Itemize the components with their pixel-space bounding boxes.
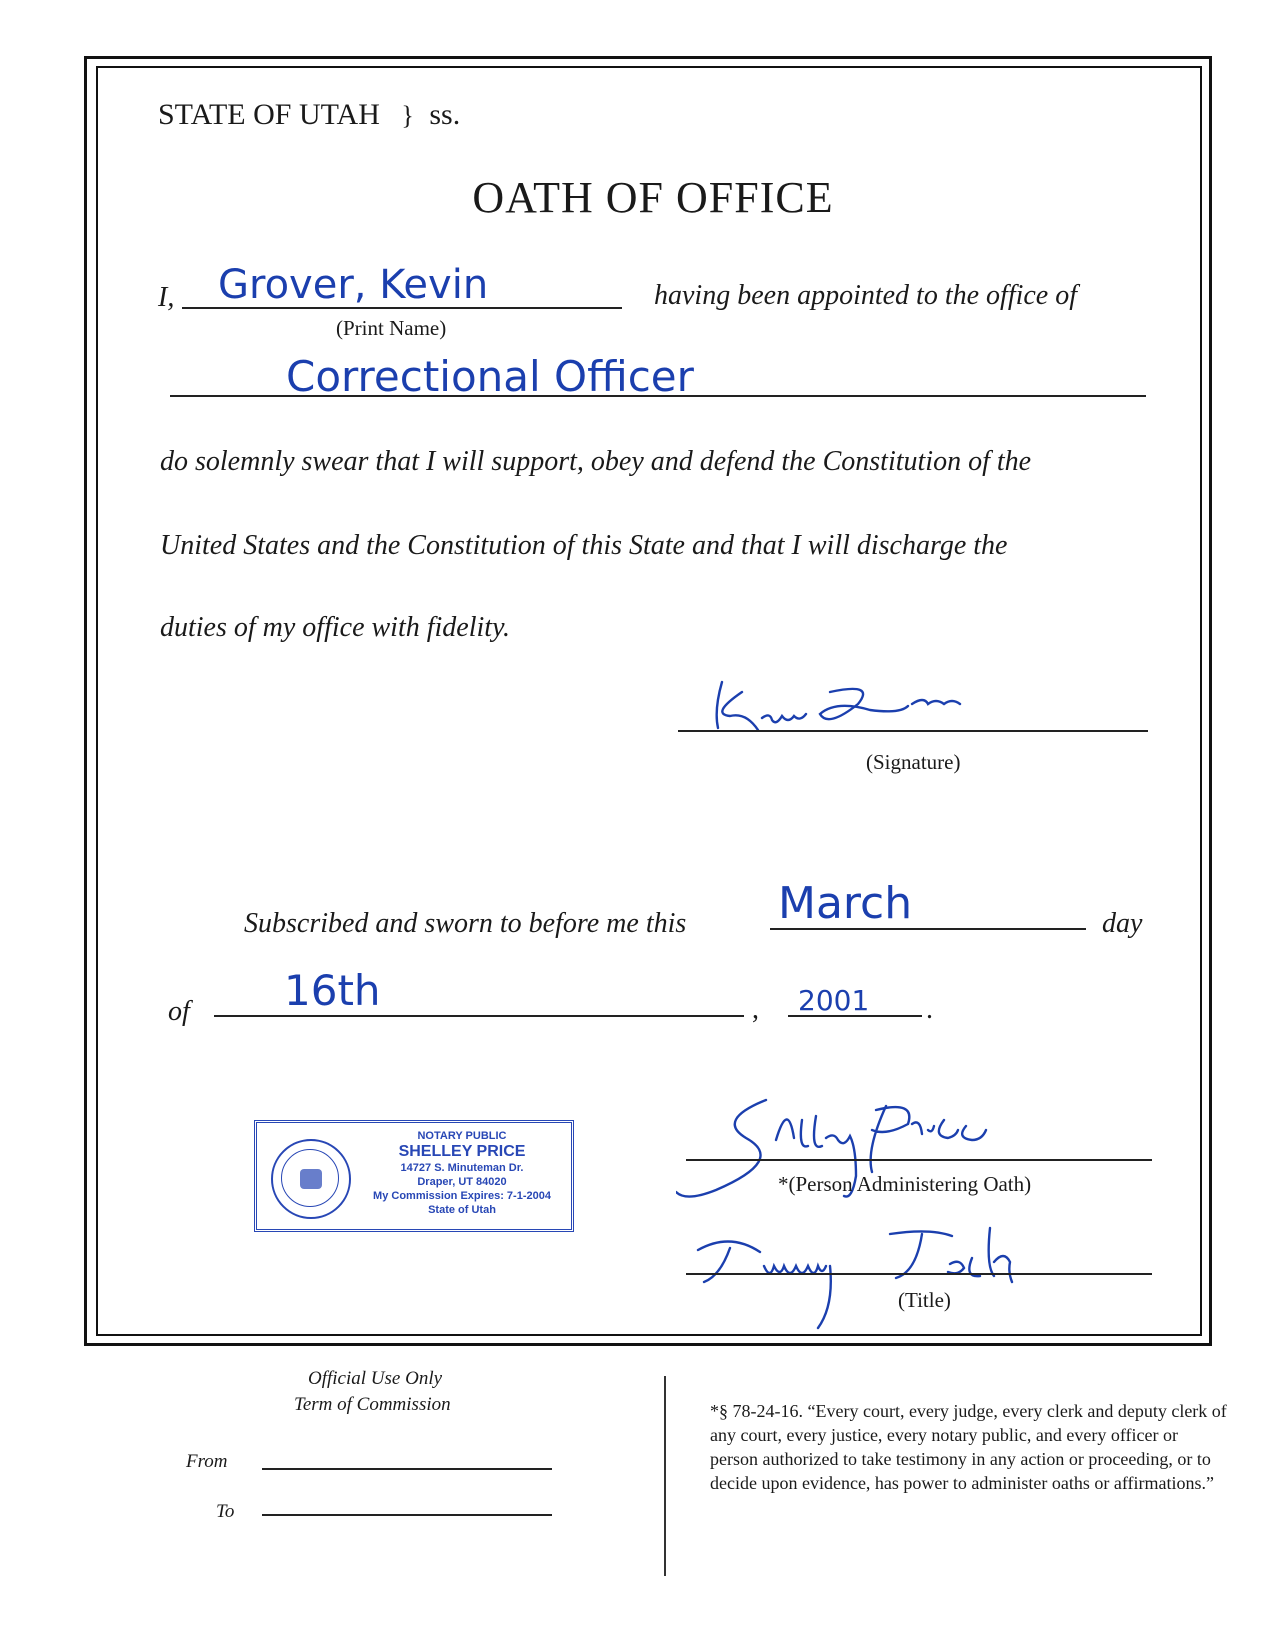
day-word: day (1102, 908, 1143, 939)
to-line (262, 1514, 552, 1516)
document-title: OATH OF OFFICE (472, 173, 834, 222)
state-ss: ss. (429, 98, 461, 131)
signature-label: (Signature) (866, 750, 961, 774)
state-name: STATE OF UTAH (158, 98, 380, 131)
stamp-expires: My Commission Expires: 7-1-2004 (373, 1190, 551, 1202)
stamp-state: State of Utah (428, 1204, 496, 1216)
handwritten-office: Correctional Officer (286, 352, 694, 401)
footer-divider (664, 1376, 666, 1576)
to-label: To (216, 1501, 235, 1522)
handwritten-month: March (778, 878, 913, 929)
state-heading (158, 98, 460, 132)
date-period: . (926, 994, 933, 1025)
administrator-line (686, 1159, 1152, 1161)
handwritten-year: 2001 (798, 984, 870, 1017)
oath-line-3: duties of my office with fidelity. (160, 612, 510, 643)
of-word: of (168, 996, 190, 1027)
stamp-heading: NOTARY PUBLIC (417, 1130, 507, 1142)
sworn-text: Subscribed and sworn to before me this (244, 908, 687, 939)
notary-stamp (254, 1120, 574, 1232)
print-name-label: (Print Name) (336, 316, 447, 340)
administering-label: *(Person Administering Oath) (778, 1172, 1032, 1196)
signature-line (678, 730, 1148, 732)
appointed-text: having been appointed to the office of (654, 280, 1078, 311)
pronoun-i: I, (158, 282, 175, 313)
stamp-address: 14727 S. Minuteman Dr. (400, 1162, 524, 1174)
day-line (214, 1015, 744, 1017)
state-bracket: } (401, 101, 414, 130)
oath-line-2: United States and the Constitution of this State and that I will discharge the (160, 530, 1008, 561)
handwritten-name: Grover, Kevin (218, 262, 489, 308)
statute-note: *§ 78-24-16. “Every court, every judge, every clerk and deputy clerk of any court, every justice, every notary public, and every officer or person authorized to take testimony in any action or proceeding, or to decide upon evidence, has power to administer oaths or affirmations.” (710, 1401, 1227, 1493)
beehive-icon (300, 1169, 322, 1189)
state-seal (271, 1139, 351, 1219)
from-label: From (186, 1451, 228, 1472)
handwritten-day: 16th (284, 966, 381, 1015)
stamp-city: Draper, UT 84020 (417, 1176, 507, 1188)
stamp-notary-name: SHELLEY PRICE (398, 1143, 526, 1160)
date-comma: , (752, 994, 759, 1025)
title-label: (Title) (898, 1288, 951, 1312)
from-line (262, 1468, 552, 1470)
term-of-commission-label: Term of Commission (294, 1394, 451, 1415)
title-handwriting (690, 1226, 1050, 1336)
title-line (686, 1273, 1152, 1275)
official-use-label: Official Use Only (308, 1368, 443, 1389)
oath-line-1: do solemnly swear that I will support, obey and defend the Constitution of the (160, 446, 1032, 477)
